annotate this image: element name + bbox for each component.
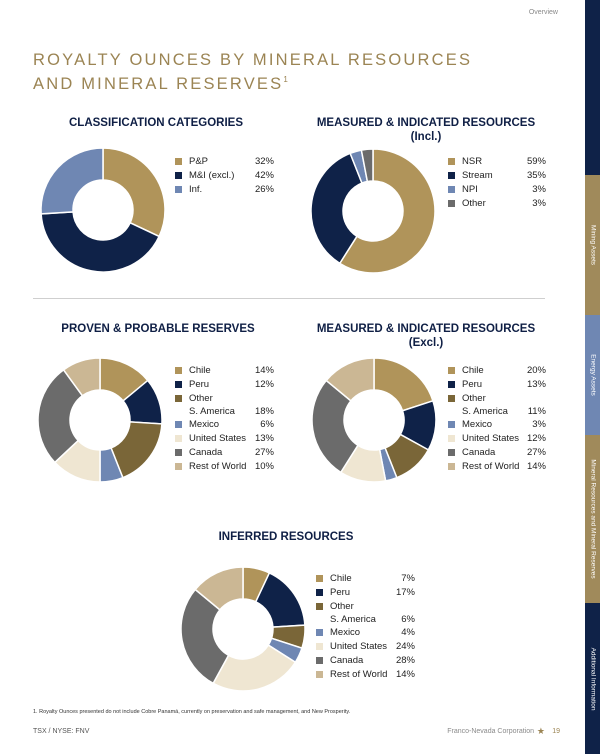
legend-swatch bbox=[175, 172, 182, 179]
donut-slice-other bbox=[361, 149, 373, 182]
side-tab-additional-information[interactable] bbox=[585, 603, 600, 754]
donut-slice-united-states bbox=[55, 441, 100, 482]
legend-label: United States bbox=[462, 433, 520, 444]
donut-slice-m-i-excl- bbox=[41, 212, 159, 272]
side-tab-mineral-resources[interactable] bbox=[585, 435, 600, 603]
side-tab-energy-assets[interactable] bbox=[585, 315, 600, 435]
donut-slice-united-states bbox=[213, 645, 295, 691]
donut-slice-peru bbox=[400, 401, 436, 450]
donut-slice-chile bbox=[374, 358, 433, 411]
legend-inferred bbox=[316, 572, 415, 682]
legend-label: Peru bbox=[189, 379, 210, 390]
legend-item bbox=[175, 432, 274, 446]
legend-item bbox=[316, 640, 415, 654]
legend-percent: 27% bbox=[526, 447, 546, 458]
legend-swatch bbox=[448, 435, 455, 442]
legend-percent: 10% bbox=[254, 461, 274, 472]
legend-percent: 7% bbox=[401, 573, 415, 584]
legend-swatch bbox=[448, 200, 455, 207]
side-tab-label: Additional Information bbox=[589, 647, 596, 710]
legend-swatch bbox=[175, 435, 182, 442]
legend-item bbox=[175, 446, 274, 460]
legend-percent: 13% bbox=[254, 433, 274, 444]
legend-item bbox=[448, 169, 546, 183]
legend-item bbox=[316, 572, 415, 586]
legend-item bbox=[316, 668, 415, 682]
legend-swatch bbox=[448, 158, 455, 165]
chart-title-mi-excl: MEASURED & INDICATED RESOURCES (Excl.) bbox=[316, 323, 536, 349]
legend-swatch bbox=[448, 463, 455, 470]
donut-slice-other bbox=[385, 434, 428, 477]
donut-slice-mexico bbox=[268, 638, 302, 662]
donut-slice-united-states bbox=[341, 445, 386, 482]
legend-swatch bbox=[448, 172, 455, 179]
legend-percent: 32% bbox=[254, 156, 274, 167]
side-tab-overview[interactable] bbox=[585, 0, 600, 175]
legend-percent: 12% bbox=[526, 433, 546, 444]
legend-swatch bbox=[175, 395, 182, 402]
legend-label: Peru bbox=[462, 379, 483, 390]
footer-ticker: TSX / NYSE: FNV bbox=[33, 728, 90, 735]
legend-percent: 59% bbox=[526, 156, 546, 167]
legend-label: P&P bbox=[189, 156, 209, 167]
donut-slice-mexico bbox=[100, 448, 123, 482]
section-header: Overview bbox=[528, 9, 558, 16]
title-footnote-marker: 1 bbox=[283, 75, 288, 84]
legend-label: Other bbox=[189, 393, 213, 404]
legend-label: Canada bbox=[330, 655, 364, 666]
side-tab-label: Mineral Resources and Mineral Reserves bbox=[589, 459, 596, 579]
legend-swatch bbox=[316, 671, 323, 678]
legend-percent: 28% bbox=[395, 655, 415, 666]
legend-label-line2: S. America bbox=[330, 614, 376, 625]
legend-label: Other bbox=[330, 601, 354, 612]
legend-percent: 20% bbox=[526, 365, 546, 376]
legend-label: Other bbox=[462, 198, 486, 209]
legend-label: Chile bbox=[462, 365, 484, 376]
legend-swatch bbox=[448, 367, 455, 374]
legend-swatch bbox=[316, 657, 323, 664]
donut-slice-other bbox=[111, 422, 162, 478]
legend-pp-reserves bbox=[175, 364, 274, 474]
legend-label: Canada bbox=[189, 447, 223, 458]
legend-item bbox=[175, 364, 274, 378]
legend-swatch bbox=[175, 381, 182, 388]
legend-label: Canada bbox=[462, 447, 496, 458]
legend-label: Other bbox=[462, 393, 486, 404]
legend-swatch bbox=[448, 381, 455, 388]
legend-percent: 14% bbox=[254, 365, 274, 376]
legend-percent: 14% bbox=[395, 669, 415, 680]
donut-slice-peru bbox=[256, 573, 305, 627]
footer-company: Franco-Nevada Corporation bbox=[447, 728, 534, 735]
legend-percent: 6% bbox=[260, 419, 274, 430]
donut-slice-peru bbox=[123, 380, 162, 423]
chart-title-classification: CLASSIFICATION CATEGORIES bbox=[69, 117, 243, 129]
legend-label: United States bbox=[189, 433, 247, 444]
legend-percent: 3% bbox=[532, 184, 546, 195]
legend-item bbox=[448, 446, 546, 460]
legend-percent: 18% bbox=[254, 406, 274, 417]
legend-percent: 14% bbox=[526, 461, 546, 472]
legend-swatch bbox=[448, 449, 455, 456]
legend-item bbox=[448, 460, 546, 474]
legend-item bbox=[448, 392, 546, 418]
legend-swatch bbox=[175, 463, 182, 470]
side-tab-label: Energy Assets bbox=[589, 354, 596, 396]
donut-slice-rest-of-world bbox=[64, 358, 100, 396]
legend-item bbox=[448, 364, 546, 378]
footnote: 1. Royalty Ounces presented do not include Cobre Panamá, currently on preservation and safe management, and New Prosperity. bbox=[33, 709, 351, 715]
legend-percent: 3% bbox=[532, 198, 546, 209]
legend-swatch bbox=[175, 158, 182, 165]
legend-percent: 3% bbox=[532, 419, 546, 430]
donut-slice-npi bbox=[350, 150, 367, 183]
legend-item bbox=[175, 392, 274, 418]
legend-item bbox=[448, 432, 546, 446]
legend-item bbox=[316, 626, 415, 640]
donut-slice-p-p bbox=[103, 148, 165, 236]
legend-percent: 4% bbox=[401, 627, 415, 638]
legend-swatch bbox=[448, 186, 455, 193]
legend-item bbox=[175, 418, 274, 432]
donut-slice-inf- bbox=[41, 148, 103, 214]
legend-label: Rest of World bbox=[462, 461, 520, 472]
page-title-line1: ROYALTY OUNCES BY MINERAL RESOURCES bbox=[33, 51, 473, 69]
donut-slice-canada bbox=[38, 370, 82, 463]
legend-label-line2: S. America bbox=[462, 406, 508, 417]
legend-percent: 11% bbox=[527, 406, 546, 417]
legend-percent: 26% bbox=[254, 184, 274, 195]
donut-slice-chile bbox=[100, 358, 148, 401]
legend-swatch bbox=[316, 643, 323, 650]
legend-label: Chile bbox=[330, 573, 352, 584]
legend-swatch bbox=[316, 589, 323, 596]
legend-label: Mexico bbox=[189, 419, 220, 430]
legend-label: Stream bbox=[462, 170, 493, 181]
legend-item bbox=[448, 155, 546, 169]
legend-label-line2: S. America bbox=[189, 406, 235, 417]
legend-percent: 12% bbox=[254, 379, 274, 390]
legend-label: Inf. bbox=[189, 184, 203, 195]
legend-label: United States bbox=[330, 641, 388, 652]
legend-item bbox=[316, 586, 415, 600]
legend-swatch bbox=[316, 575, 323, 582]
section-divider bbox=[33, 298, 545, 299]
donut-slice-stream bbox=[311, 153, 362, 263]
legend-item bbox=[448, 418, 546, 432]
legend-classification bbox=[175, 155, 274, 197]
donut-slice-rest-of-world bbox=[195, 567, 243, 610]
legend-item bbox=[316, 600, 415, 626]
legend-item bbox=[175, 378, 274, 392]
donut-slice-nsr bbox=[340, 149, 435, 273]
legend-swatch bbox=[316, 603, 323, 610]
donut-slice-canada bbox=[312, 380, 358, 472]
legend-mi-incl bbox=[448, 155, 546, 211]
legend-label: NPI bbox=[462, 184, 478, 195]
side-tab-label: Mining Assets bbox=[589, 224, 596, 266]
donut-slice-canada bbox=[181, 589, 229, 683]
legend-percent: 27% bbox=[254, 447, 274, 458]
legend-percent: 35% bbox=[526, 170, 546, 181]
page-title-line2: AND MINERAL RESERVES bbox=[33, 75, 284, 93]
legend-percent: 24% bbox=[395, 641, 415, 652]
legend-item bbox=[448, 197, 546, 211]
legend-swatch bbox=[448, 421, 455, 428]
legend-label: Chile bbox=[189, 365, 211, 376]
legend-item bbox=[448, 183, 546, 197]
legend-label: Rest of World bbox=[189, 461, 247, 472]
legend-item bbox=[316, 654, 415, 668]
donut-slice-rest-of-world bbox=[326, 358, 374, 401]
legend-label: Rest of World bbox=[330, 669, 388, 680]
legend-swatch bbox=[448, 395, 455, 402]
legend-item bbox=[175, 460, 274, 474]
donut-slice-mexico bbox=[380, 448, 397, 481]
legend-swatch bbox=[316, 629, 323, 636]
legend-label: Peru bbox=[330, 587, 351, 598]
chart-title-pp-reserves: PROVEN & PROBABLE RESERVES bbox=[61, 323, 255, 335]
legend-percent: 17% bbox=[395, 587, 415, 598]
legend-percent: 13% bbox=[526, 379, 546, 390]
page-title bbox=[33, 50, 472, 94]
legend-item bbox=[175, 183, 274, 197]
legend-item bbox=[175, 155, 274, 169]
legend-mi-excl bbox=[448, 364, 546, 474]
page-number: 19 bbox=[552, 728, 560, 735]
legend-item bbox=[175, 169, 274, 183]
legend-label: Mexico bbox=[330, 627, 361, 638]
chart-title-mi-incl: MEASURED & INDICATED RESOURCES (Incl.) bbox=[316, 117, 536, 143]
star-icon: ★ bbox=[536, 726, 545, 736]
chart-title-inferred: INFERRED RESOURCES bbox=[218, 531, 354, 543]
legend-percent: 42% bbox=[254, 170, 274, 181]
donut-slice-chile bbox=[243, 567, 269, 602]
legend-swatch bbox=[175, 421, 182, 428]
legend-percent: 6% bbox=[401, 614, 415, 625]
legend-label: NSR bbox=[462, 156, 483, 167]
legend-item bbox=[448, 378, 546, 392]
legend-label: M&I (excl.) bbox=[189, 170, 235, 181]
donut-slice-other bbox=[272, 625, 305, 648]
side-tab-mining-assets[interactable] bbox=[585, 175, 600, 315]
legend-swatch bbox=[175, 186, 182, 193]
legend-label: Mexico bbox=[462, 419, 493, 430]
legend-swatch bbox=[175, 449, 182, 456]
legend-swatch bbox=[175, 367, 182, 374]
